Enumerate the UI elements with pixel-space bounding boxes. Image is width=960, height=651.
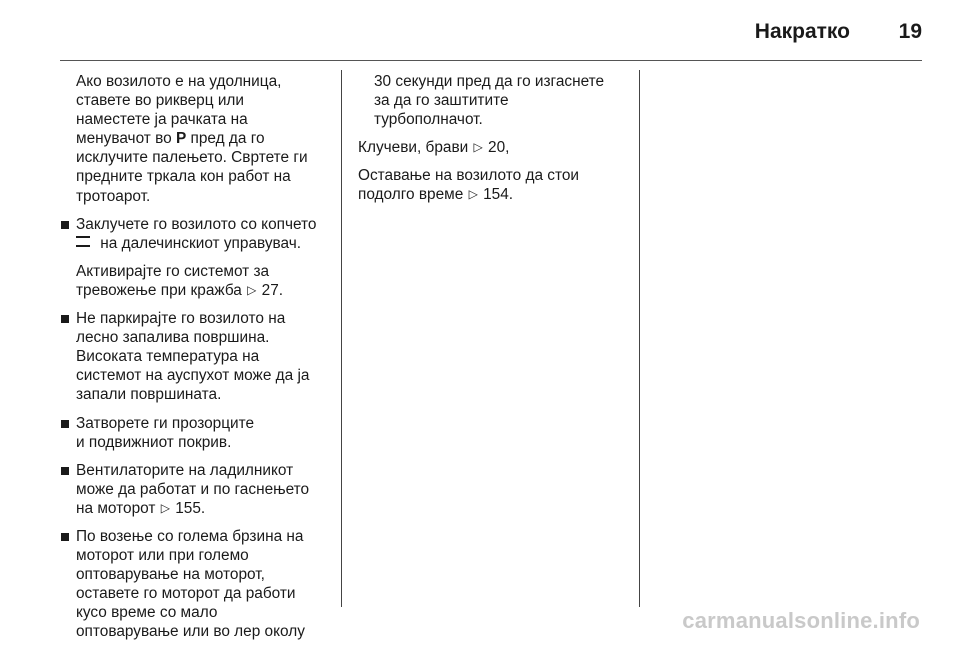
text-line: кусо време со мало [76,604,218,622]
page-ref-arrow-icon: ▷ [473,140,483,155]
text-line: системот на ауспухот може да ја [76,367,310,385]
text-line: лесно запалива површина. [76,329,270,347]
text-line [76,129,332,148]
text-line: 30 секунди пред да го изгаснете [374,73,605,90]
column-divider-2 [639,70,640,607]
text-column-2 [358,72,628,214]
list-item [60,309,332,404]
page-ref-link[interactable]: 27. [261,281,284,299]
text-span: на моторот [76,499,160,517]
text-line: По возење со голема брзина на [76,527,304,545]
text-line: може да работат и по гаснењето [76,480,310,498]
text-line: Не паркирајте го возилото на [76,310,286,328]
text-line: за да го заштитите [374,92,509,110]
page-ref-arrow-icon: ▷ [468,187,478,202]
text-span: тревожење при кражба [76,281,247,299]
text-line: Заклучете го возилото со копчето [76,215,317,233]
remote-lock-icon [76,236,90,247]
page-ref-arrow-icon: ▷ [247,282,257,297]
text-span: Клучеви, брави [358,139,473,157]
text-line [76,234,332,253]
text-line: предните тркала кон работ на [76,168,291,186]
text-line: Затворете ги прозорците [76,414,255,432]
column-divider-1 [341,70,342,607]
text-line: Оставање на возилото да стои [358,167,580,185]
text-span: пред да го [186,130,265,148]
gear-p-label: P [175,130,187,148]
bullet-icon [61,420,69,428]
text-line [76,281,332,300]
list-item [60,461,332,518]
continued-paragraph [358,72,628,129]
text-line: Вентилаторите на ладилникот [76,461,294,479]
text-line: оптоварување на моторот, [76,566,265,584]
bullet-icon [61,467,69,475]
text-line: моторот или при големо [76,547,249,565]
text-line [358,185,628,204]
text-line: запали површината. [76,386,222,404]
text-line: оставете го моторот да работи [76,585,296,603]
intro-paragraph [60,72,332,206]
text-line: ставете во рикверц или [76,92,245,110]
bullet-icon [61,533,69,541]
page-header [0,0,960,62]
page-ref-arrow-icon: ▷ [160,500,170,515]
bullet-icon [61,315,69,323]
text-line: Високата температура на [76,348,260,366]
page-ref-link[interactable]: 20, [488,139,510,157]
list-item [60,527,332,642]
section-title: Накратко [754,20,850,43]
text-line [76,499,332,518]
cross-reference [358,166,628,204]
text-line: турбополначот. [374,111,483,129]
text-line: Активирајте го системот за [76,262,270,280]
text-line: и подвижниот покрив. [76,433,232,451]
text-column-1 [60,72,332,651]
text-span: менувачот во [76,130,176,148]
page-ref-link[interactable]: 155. [175,499,206,517]
cross-reference [358,138,628,157]
text-line: тротоарот. [76,187,151,205]
list-item [60,215,332,300]
text-line: оптоварување или во лер околу [76,623,305,641]
list-item [60,414,332,452]
text-span: подолго време [358,186,468,204]
watermark: carmanualsonline.info [682,608,920,633]
text-span: на далечинскиот управувач. [96,234,302,252]
bullet-icon [61,221,69,229]
header-divider [60,60,922,61]
text-line: наместете ја рачката на [76,111,248,129]
text-line: Ако возилото е на удолница, [76,73,282,90]
text-line: исклучите палењето. Свртете ги [76,149,308,167]
page-ref-link[interactable]: 154. [483,186,514,204]
page-number: 19 [898,20,922,43]
